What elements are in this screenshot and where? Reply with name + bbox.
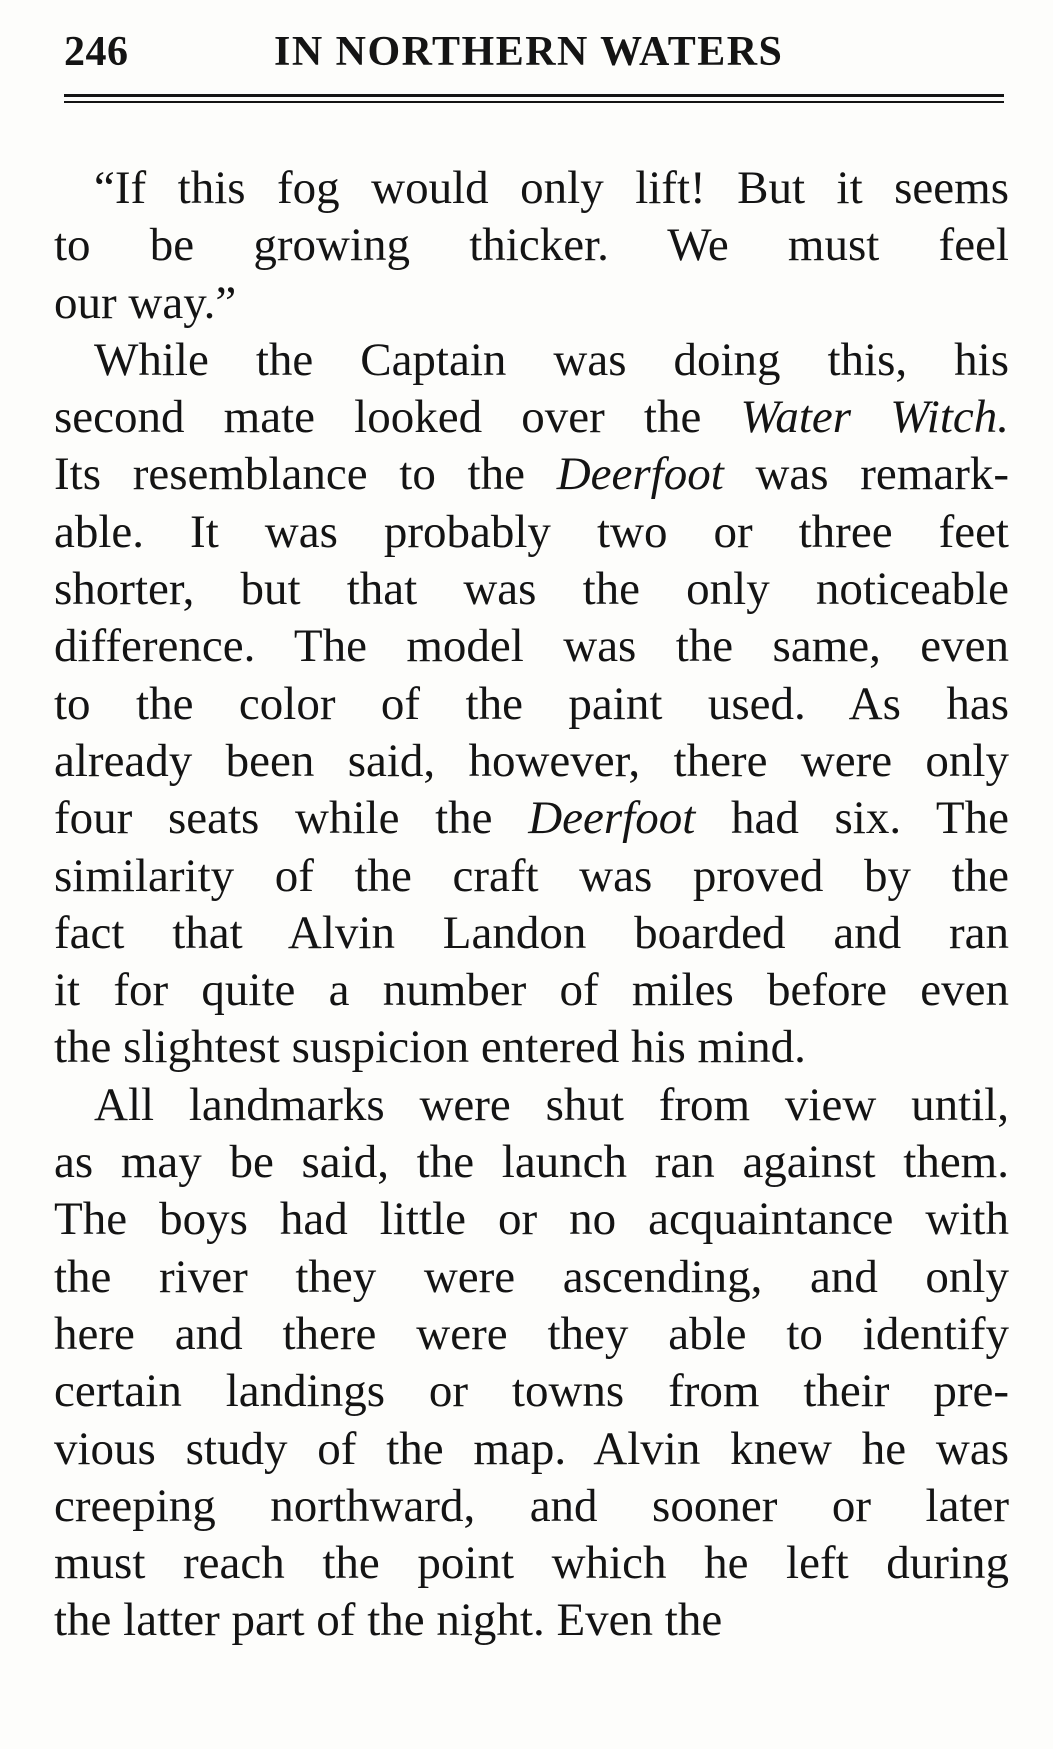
running-head xyxy=(64,28,1004,78)
text-line: certain landings or towns from their pre- xyxy=(54,1365,1009,1418)
header-rule-thin xyxy=(64,101,1004,103)
text-line: to be growing thicker. We must feel xyxy=(54,219,1009,272)
text-line: difference. The model was the same, even xyxy=(54,620,1009,673)
paragraph xyxy=(54,160,1009,332)
text-line: four seats while the Deerfoot had six. The xyxy=(54,792,1009,845)
paragraph xyxy=(54,332,1009,1077)
text-line: able. It was probably two or three feet xyxy=(54,505,1009,558)
text-line: it for quite a number of miles before even xyxy=(54,964,1009,1017)
text-line: shorter, but that was the only noticeable xyxy=(54,563,1009,616)
body-text xyxy=(54,160,1009,1650)
page-number: 246 xyxy=(64,29,129,75)
italic-title: Water Witch. xyxy=(740,391,1009,444)
paragraph xyxy=(54,1077,1009,1650)
text-line: vious study of the map. Alvin knew he was xyxy=(54,1422,1009,1475)
text-line: While the Captain was doing this, his xyxy=(94,333,1009,386)
text-line: the slightest suspicion entered his mind. xyxy=(54,1021,806,1074)
italic-title: Deerfoot xyxy=(556,448,724,501)
text-line: The boys had little or no acquaintance with xyxy=(54,1193,1009,1246)
text-line: Its resemblance to the Deerfoot was remark- xyxy=(54,448,1010,501)
text-line: “If this fog would only lift! But it seems xyxy=(94,162,1009,214)
text-line: as may be said, the launch ran against them. xyxy=(54,1136,1009,1189)
text-line: fact that Alvin Landon boarded and ran xyxy=(54,906,1009,959)
text-line: to the color of the paint used. As has xyxy=(54,677,1009,730)
italic-title: Deerfoot xyxy=(528,792,696,845)
text-line: our way.” xyxy=(54,276,237,329)
text-line: creeping northward, and sooner or later xyxy=(54,1479,1009,1532)
text-line: must reach the point which he left during xyxy=(54,1537,1009,1590)
header-rule-thick xyxy=(64,94,1004,97)
text-line: already been said, however, there were only xyxy=(54,734,1009,787)
text-line: second mate looked over the Water Witch. xyxy=(54,391,1009,444)
text-line: All landmarks were shut from view until, xyxy=(94,1078,1009,1131)
text-line: similarity of the craft was proved by the xyxy=(54,849,1009,902)
text-line: here and there were they able to identify xyxy=(54,1307,1009,1360)
running-title: IN NORTHERN WATERS xyxy=(274,29,784,75)
text-line: the latter part of the night. Even the xyxy=(54,1594,723,1647)
text-line: the river they were ascending, and only xyxy=(54,1250,1009,1303)
